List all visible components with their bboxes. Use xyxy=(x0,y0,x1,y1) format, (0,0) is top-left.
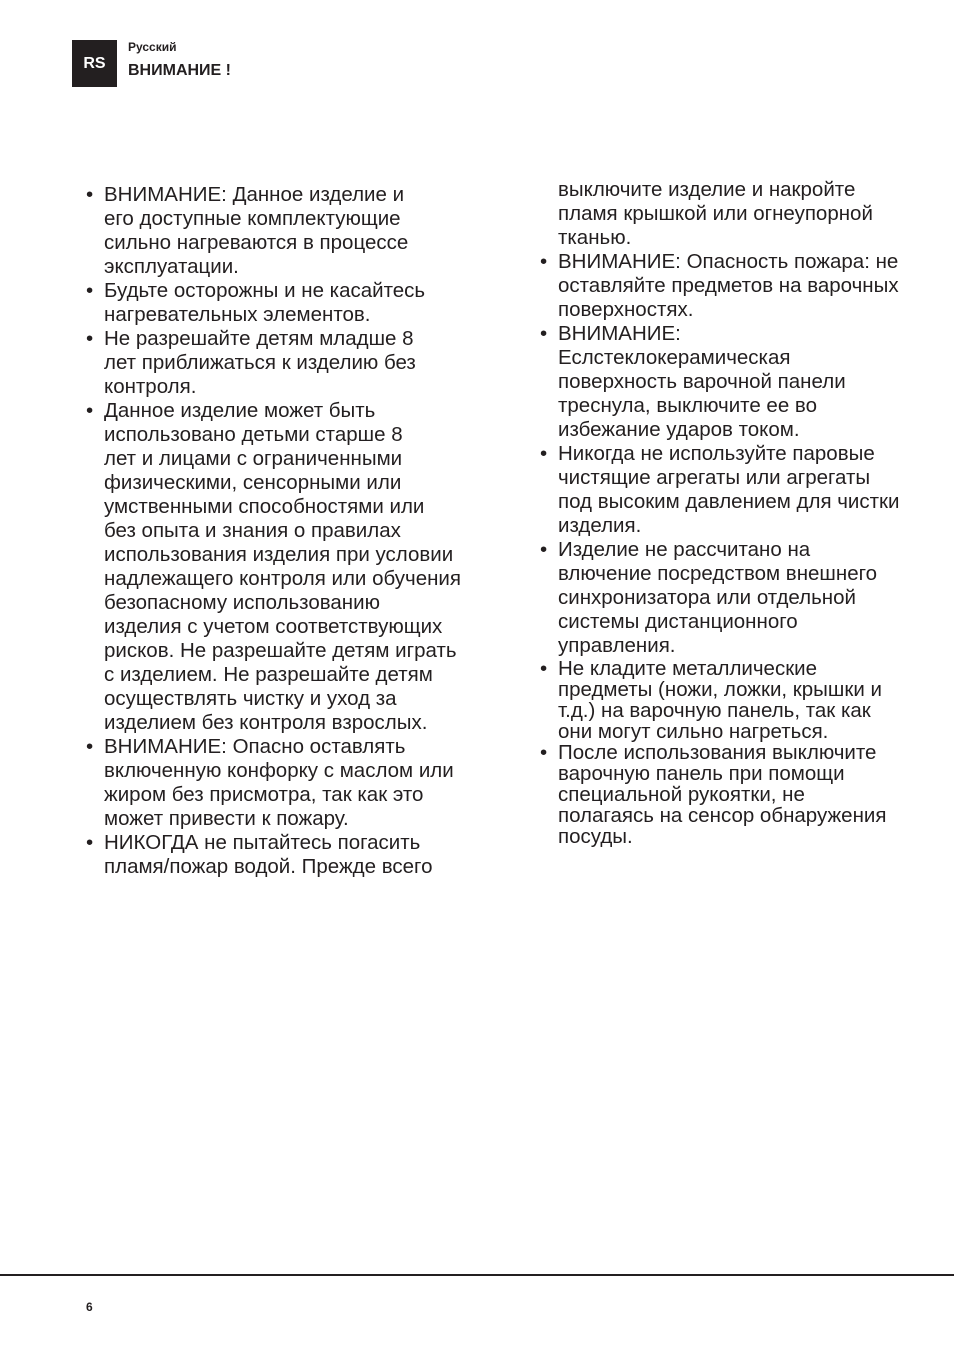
warning-text: ВНИМАНИЕ: Опасность пожара: не оставляйте предметов на варочных поверхностях. xyxy=(558,250,899,321)
list-item xyxy=(540,658,940,742)
warning-text: Не разрешайте детям младше 8 лет приближаться к изделию без контроля. xyxy=(104,327,416,398)
bullet-icon: • xyxy=(540,741,548,764)
warning-text: После использования выключите варочную панель при помощи специальной рукоятки, не полагаясь на сенсор обнаружения посуды. xyxy=(558,741,887,848)
list-item xyxy=(86,183,506,279)
warning-text: ВНИМАНИЕ: Данное изделие и его доступные комплектующие сильно нагреваются в процессе эксплуатации. xyxy=(104,183,409,278)
list-item xyxy=(540,538,940,658)
list-item xyxy=(86,327,506,399)
bullet-icon: • xyxy=(86,735,94,758)
warning-text: Не кладите металлические предметы (ножи, ложки, крышки и т.д.) на варочную панель, так как они могут сильно нагреться. xyxy=(558,657,882,743)
bullet-icon: • xyxy=(540,442,548,465)
right-warning-list xyxy=(540,250,940,658)
bullet-icon: • xyxy=(86,183,94,206)
language-code: RS xyxy=(83,54,106,72)
list-item xyxy=(540,442,940,538)
warning-text: ВНИМАНИЕ: Опасно оставлять включенную конфорку с маслом или жиром без присмотра, так как это может привести к пожару. xyxy=(104,735,454,830)
list-item xyxy=(86,831,506,879)
bullet-icon: • xyxy=(86,399,94,422)
list-item xyxy=(540,250,940,322)
right-column xyxy=(540,178,940,847)
bullet-icon: • xyxy=(540,657,548,680)
bullet-icon: • xyxy=(86,279,94,302)
bullet-icon: • xyxy=(540,250,548,273)
section-title: ВНИМАНИЕ ! xyxy=(128,62,231,79)
left-warning-list xyxy=(86,183,506,879)
left-column xyxy=(86,183,506,879)
list-item xyxy=(540,742,940,847)
bullet-icon: • xyxy=(540,538,548,561)
list-item xyxy=(86,735,506,831)
warning-text: Будьте осторожны и не касайтесь нагревательных элементов. xyxy=(104,279,426,326)
page-number: 6 xyxy=(86,1300,93,1314)
language-code-badge xyxy=(72,40,117,87)
list-item xyxy=(86,279,506,327)
warning-text: Данное изделие может быть использовано детьми старше 8 лет и лицами с ограниченными физическими, сенсорными или умственными способностями или без опыта и знания о правилах использования изделия при условии надлежащего контроля или обучения безопасному использованию изделия с учетом соответствующих рисков. Не разрешайте детям играть с изделием. Не разрешайте детям осуществлять чистку и уход за изделием без контроля взрослых. xyxy=(104,399,461,734)
warning-text: Изделие не рассчитано на влючение посредством внешнего синхронизатора или отдельной системы дистанционного управления. xyxy=(558,538,878,657)
language-name: Русский xyxy=(128,40,177,54)
warning-text: ВНИМАНИЕ: Еслстеклокерамическая поверхность варочной панели треснула, выключите ее во избежание ударов током. xyxy=(558,322,846,441)
bullet-icon: • xyxy=(540,322,548,345)
warning-text: НИКОГДА не пытайтесь погасить пламя/пожар водой. Прежде всего xyxy=(104,831,433,878)
warning-text: Никогда не используйте паровые чистящие агрегаты или агрегаты под высоким давлением для чистки изделия. xyxy=(558,442,900,537)
bullet-icon: • xyxy=(86,327,94,350)
continued-text: выключите изделие и накройте пламя крышкой или огнеупорной тканью. xyxy=(558,178,873,249)
right-warning-list-compact xyxy=(540,658,940,847)
footer-divider xyxy=(0,1274,954,1276)
list-item xyxy=(540,322,940,442)
list-item xyxy=(86,399,506,735)
bullet-icon: • xyxy=(86,831,94,854)
